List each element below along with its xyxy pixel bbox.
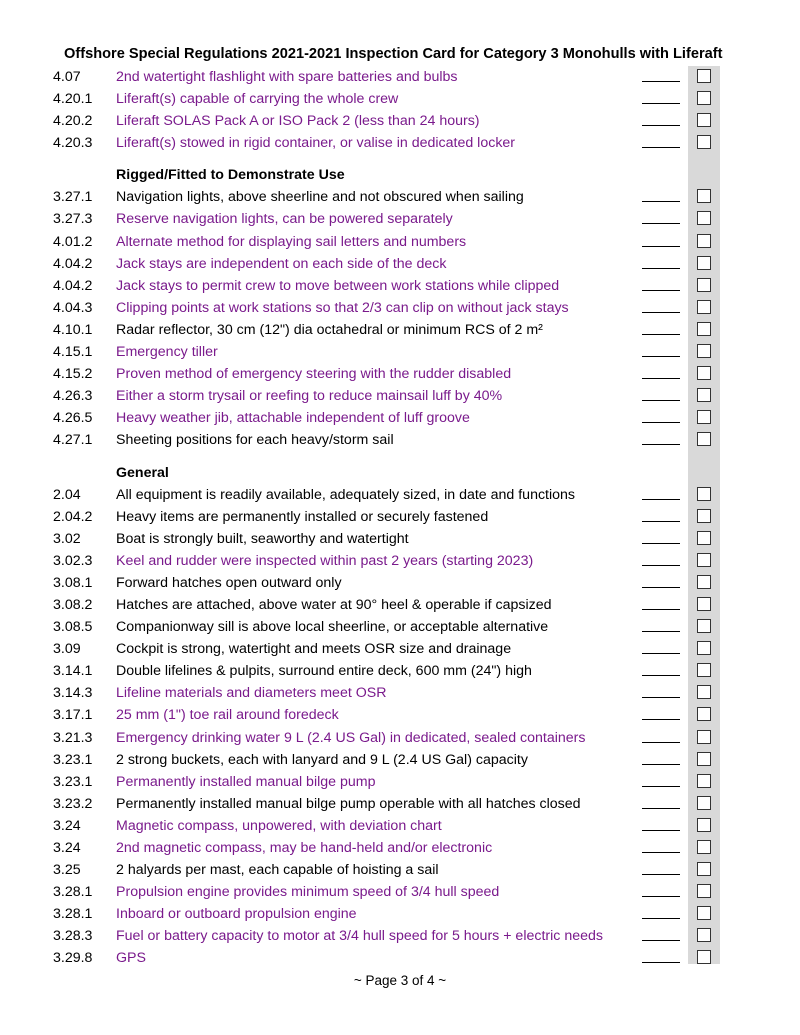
regulation-number: 3.09	[53, 641, 81, 658]
inspection-checkbox[interactable]	[697, 487, 711, 501]
initials-blank[interactable]	[642, 422, 680, 423]
inspection-checkbox[interactable]	[697, 211, 711, 225]
checklist-row	[0, 594, 800, 616]
checklist-row	[0, 572, 800, 594]
requirement-text: Jack stays to permit crew to move between work stations while clipped	[116, 277, 560, 294]
requirement-text: Liferaft(s) stowed in rigid container, or valise in dedicated locker	[116, 135, 516, 152]
initials-blank[interactable]	[642, 268, 680, 269]
checklist-row	[0, 638, 800, 660]
checklist-row	[0, 947, 800, 969]
initials-blank[interactable]	[642, 290, 680, 291]
requirement-text: Cockpit is strong, watertight and meets OSR size and drainage	[116, 641, 512, 658]
initials-blank[interactable]	[642, 896, 680, 897]
checklist-row	[0, 771, 800, 793]
checklist-row	[0, 132, 800, 154]
initials-blank[interactable]	[642, 201, 680, 202]
inspection-checkbox[interactable]	[697, 950, 711, 964]
inspection-checkbox[interactable]	[697, 432, 711, 446]
checklist-row	[0, 231, 800, 253]
requirement-text: Liferaft SOLAS Pack A or ISO Pack 2 (less than 24 hours)	[116, 113, 480, 130]
regulation-number: 4.07	[53, 69, 81, 85]
initials-blank[interactable]	[642, 378, 680, 379]
checklist-row	[0, 186, 800, 208]
regulation-number: 3.17.1	[53, 707, 93, 724]
regulation-number: 4.04.2	[53, 255, 93, 272]
regulation-number: 2.04	[53, 486, 81, 503]
checklist-row	[0, 837, 800, 859]
inspection-checkbox[interactable]	[697, 135, 711, 149]
requirement-text: Radar reflector, 30 cm (12") dia octahedral or minimum RCS of 2 m²	[116, 321, 543, 338]
initials-blank[interactable]	[642, 675, 680, 676]
checklist-row	[0, 319, 800, 341]
checklist-row	[0, 88, 800, 110]
checklist-row	[0, 925, 800, 947]
initials-blank[interactable]	[642, 356, 680, 357]
inspection-checkbox[interactable]	[697, 685, 711, 699]
initials-blank[interactable]	[642, 808, 680, 809]
initials-blank[interactable]	[642, 697, 680, 698]
requirement-text: Permanently installed manual bilge pump	[116, 773, 376, 790]
regulation-number: 3.08.5	[53, 619, 93, 636]
initials-blank[interactable]	[642, 719, 680, 720]
checklist-row	[0, 793, 800, 815]
initials-blank[interactable]	[642, 830, 680, 831]
regulation-number: 3.28.1	[53, 884, 93, 901]
regulation-number: 3.28.1	[53, 906, 93, 923]
checklist-row	[0, 66, 800, 88]
checklist-row	[0, 484, 800, 506]
inspection-checkbox[interactable]	[697, 818, 711, 832]
checklist-row	[0, 903, 800, 925]
initials-blank[interactable]	[642, 742, 680, 743]
requirement-text: Jack stays are independent on each side of the deck	[116, 255, 447, 272]
initials-blank[interactable]	[642, 312, 680, 313]
regulation-number: 3.08.2	[53, 596, 93, 613]
initials-blank[interactable]	[642, 444, 680, 445]
inspection-checkbox[interactable]	[697, 113, 711, 127]
inspection-checkbox[interactable]	[697, 575, 711, 589]
requirement-text: Boat is strongly built, seaworthy and watertight	[116, 530, 409, 547]
initials-blank[interactable]	[642, 334, 680, 335]
initials-blank[interactable]	[642, 962, 680, 963]
inspection-checkbox[interactable]	[697, 840, 711, 854]
regulation-number: 4.20.2	[53, 113, 93, 130]
requirement-text: Lifeline materials and diameters meet OSR	[116, 685, 387, 702]
requirement-text: All equipment is readily available, adequately sized, in date and functions	[116, 486, 576, 503]
initials-blank[interactable]	[642, 246, 680, 247]
requirement-text: Emergency tiller	[116, 344, 218, 361]
checklist-row	[0, 363, 800, 385]
initials-blank[interactable]	[642, 543, 680, 544]
inspection-checkbox[interactable]	[697, 619, 711, 633]
regulation-number: 3.08.1	[53, 574, 93, 591]
initials-blank[interactable]	[642, 609, 680, 610]
regulation-number: 3.14.1	[53, 663, 93, 680]
inspection-checkbox[interactable]	[697, 69, 711, 83]
regulation-number: 4.04.2	[53, 277, 93, 294]
checklist-row	[0, 407, 800, 429]
regulation-number: 4.20.1	[53, 91, 93, 108]
regulation-number: 4.15.2	[53, 366, 93, 383]
inspection-checkbox[interactable]	[697, 300, 711, 314]
inspection-checkbox[interactable]	[697, 752, 711, 766]
inspection-checkbox[interactable]	[697, 410, 711, 424]
inspection-checkbox[interactable]	[697, 862, 711, 876]
requirement-text: GPS	[116, 950, 146, 967]
checklist-row	[0, 208, 800, 230]
requirement-text: Inboard or outboard propulsion engine	[116, 906, 357, 923]
requirement-text: Heavy items are permanently installed or securely fastened	[116, 508, 489, 525]
regulation-number: 3.23.1	[53, 751, 93, 768]
checklist-row	[0, 815, 800, 837]
requirement-text: Navigation lights, above sheerline and not obscured when sailing	[116, 189, 524, 206]
requirement-text: Heavy weather jib, attachable independent of luff groove	[116, 410, 470, 427]
regulation-number: 3.25	[53, 862, 81, 879]
regulation-number: 4.15.1	[53, 344, 93, 361]
checklist-row	[0, 749, 800, 771]
regulation-number: 3.14.3	[53, 685, 93, 702]
initials-blank[interactable]	[642, 223, 680, 224]
regulation-number: 3.29.8	[53, 950, 93, 967]
initials-blank[interactable]	[642, 786, 680, 787]
inspection-checkbox[interactable]	[697, 388, 711, 402]
initials-blank[interactable]	[642, 81, 680, 82]
regulation-number: 3.28.3	[53, 928, 93, 945]
regulation-number: 3.24	[53, 817, 81, 834]
requirement-text: 2nd magnetic compass, may be hand-held and/or electronic	[116, 840, 493, 856]
inspection-checkbox[interactable]	[697, 234, 711, 248]
checklist-row	[0, 275, 800, 297]
initials-blank[interactable]	[642, 764, 680, 765]
section-header	[0, 452, 800, 484]
regulation-number: 4.26.5	[53, 410, 93, 427]
inspection-checkbox[interactable]	[697, 366, 711, 380]
initials-blank[interactable]	[642, 874, 680, 875]
requirement-text: Emergency drinking water 9 L (2.4 US Gal) in dedicated, sealed containers	[116, 729, 586, 746]
initials-blank[interactable]	[642, 918, 680, 919]
requirement-text: Magnetic compass, unpowered, with deviation chart	[116, 817, 442, 834]
section-title: General	[116, 464, 169, 481]
initials-blank[interactable]	[642, 852, 680, 853]
inspection-checkbox[interactable]	[697, 730, 711, 744]
requirement-text: Companionway sill is above local sheerline, or acceptable alternative	[116, 619, 549, 636]
regulation-number: 4.10.1	[53, 321, 93, 338]
requirement-text: Proven method of emergency steering with the rudder disabled	[116, 366, 512, 383]
regulation-number: 4.04.3	[53, 299, 93, 316]
page-title: Offshore Special Regulations 2021-2021 Inspection Card for Category 3 Monohulls with Liferaft	[64, 46, 723, 62]
inspection-checkbox[interactable]	[697, 796, 711, 810]
checklist-row	[0, 385, 800, 407]
requirement-text: Hatches are attached, above water at 90° heel & operable if capsized	[116, 596, 552, 613]
inspection-checkbox[interactable]	[697, 906, 711, 920]
requirement-text: Either a storm trysail or reefing to reduce mainsail luff by 40%	[116, 388, 503, 405]
inspection-checkbox[interactable]	[697, 278, 711, 292]
requirement-text: 2 strong buckets, each with lanyard and 9 L (2.4 US Gal) capacity	[116, 751, 528, 768]
checklist-row	[0, 253, 800, 275]
checklist-row	[0, 429, 800, 451]
checklist-row	[0, 110, 800, 132]
inspection-checkbox[interactable]	[697, 344, 711, 358]
requirement-text: Reserve navigation lights, can be powered separately	[116, 211, 453, 228]
checklist-row	[0, 727, 800, 749]
requirement-text: Permanently installed manual bilge pump operable with all hatches closed	[116, 795, 581, 812]
checklist-row	[0, 341, 800, 363]
initials-blank[interactable]	[642, 653, 680, 654]
requirement-text: Keel and rudder were inspected within past 2 years (starting 2023)	[116, 552, 534, 569]
inspection-checkbox[interactable]	[697, 91, 711, 105]
inspection-checkbox[interactable]	[697, 531, 711, 545]
initials-blank[interactable]	[642, 587, 680, 588]
checklist-row	[0, 616, 800, 638]
regulation-number: 3.23.1	[53, 773, 93, 790]
inspection-checkbox[interactable]	[697, 663, 711, 677]
inspection-checkbox[interactable]	[697, 884, 711, 898]
inspection-checkbox[interactable]	[697, 553, 711, 567]
checklist-row	[0, 506, 800, 528]
initials-blank[interactable]	[642, 147, 680, 148]
regulation-number: 4.26.3	[53, 388, 93, 405]
regulation-number: 3.02	[53, 530, 81, 547]
inspection-checkbox[interactable]	[697, 597, 711, 611]
requirement-text: Double lifelines & pulpits, surround entire deck, 600 mm (24") high	[116, 663, 532, 680]
inspection-checkbox[interactable]	[697, 774, 711, 788]
requirement-text: Fuel or battery capacity to motor at 3/4 hull speed for 5 hours + electric needs	[116, 928, 603, 945]
regulation-number: 3.24	[53, 840, 81, 856]
inspection-checkbox[interactable]	[697, 189, 711, 203]
initials-blank[interactable]	[642, 125, 680, 126]
regulation-number: 3.27.1	[53, 189, 93, 206]
inspection-checkbox[interactable]	[697, 256, 711, 270]
initials-blank[interactable]	[642, 521, 680, 522]
page-footer: ~ Page 3 of 4 ~	[353, 973, 447, 988]
initials-blank[interactable]	[642, 103, 680, 104]
regulation-number: 4.20.3	[53, 135, 93, 152]
regulation-number: 4.01.2	[53, 233, 93, 250]
initials-blank[interactable]	[642, 400, 680, 401]
checklist-row	[0, 881, 800, 903]
initials-blank[interactable]	[642, 631, 680, 632]
regulation-number: 3.27.3	[53, 211, 93, 228]
initials-blank[interactable]	[642, 565, 680, 566]
regulation-number: 3.02.3	[53, 552, 93, 569]
inspection-checkbox[interactable]	[697, 641, 711, 655]
inspection-checkbox[interactable]	[697, 509, 711, 523]
checklist-row	[0, 528, 800, 550]
regulation-number: 4.27.1	[53, 432, 93, 449]
regulation-number: 3.23.2	[53, 795, 93, 812]
initials-blank[interactable]	[642, 940, 680, 941]
checklist-row	[0, 859, 800, 881]
inspection-checkbox[interactable]	[697, 322, 711, 336]
requirement-text: 25 mm (1") toe rail around foredeck	[116, 707, 339, 724]
requirement-text: 2 halyards per mast, each capable of hoisting a sail	[116, 862, 439, 879]
requirement-text: Propulsion engine provides minimum speed of 3/4 hull speed	[116, 884, 500, 901]
checklist-row	[0, 660, 800, 682]
checklist-row	[0, 704, 800, 726]
initials-blank[interactable]	[642, 499, 680, 500]
checklist-row	[0, 550, 800, 572]
checklist-row	[0, 297, 800, 319]
checklist-row	[0, 682, 800, 704]
section-title: Rigged/Fitted to Demonstrate Use	[116, 167, 345, 184]
regulation-number: 3.21.3	[53, 729, 93, 746]
inspection-list	[0, 66, 800, 970]
inspection-checkbox[interactable]	[697, 928, 711, 942]
requirement-text: 2nd watertight flashlight with spare batteries and bulbs	[116, 69, 458, 85]
requirement-text: Alternate method for displaying sail letters and numbers	[116, 233, 467, 250]
regulation-number: 2.04.2	[53, 508, 93, 525]
section-header	[0, 154, 800, 186]
requirement-text: Clipping points at work stations so that 2/3 can clip on without jack stays	[116, 299, 569, 316]
requirement-text: Sheeting positions for each heavy/storm sail	[116, 432, 394, 449]
requirement-text: Liferaft(s) capable of carrying the whole crew	[116, 91, 399, 108]
inspection-checkbox[interactable]	[697, 707, 711, 721]
requirement-text: Forward hatches open outward only	[116, 574, 342, 591]
